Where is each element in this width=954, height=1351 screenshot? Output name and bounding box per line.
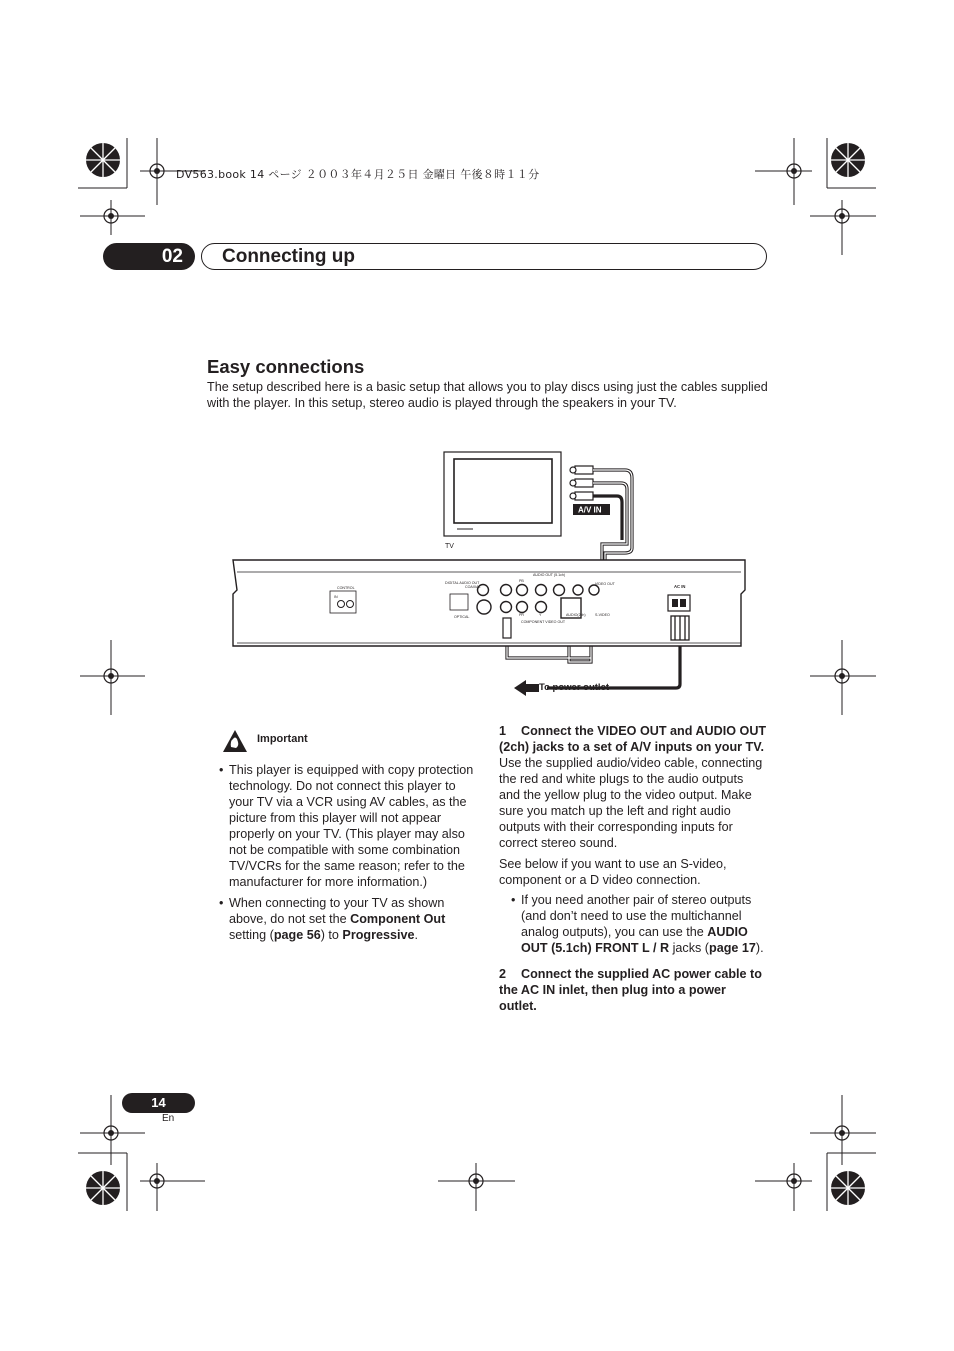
- video-plug: [503, 618, 511, 638]
- svg-text:AC IN: AC IN: [674, 584, 686, 589]
- page-language: En: [162, 1113, 175, 1124]
- warning-icon: [222, 729, 248, 753]
- av-in-label: A/V IN: [578, 505, 602, 515]
- section-title: Easy connections: [207, 356, 365, 377]
- step-1-paragraph-1: Use the supplied audio/video cable, connecting the red and white plugs to the audio outputs and the yellow plug to the video output. Make sure you match up the left and right audio outputs with their corresponding inputs for correct stereo sound.: [499, 756, 763, 850]
- svg-text:Y: Y: [539, 613, 542, 617]
- svg-text:VIDEO OUT: VIDEO OUT: [595, 582, 615, 586]
- svg-text:COMPONENT VIDEO OUT: COMPONENT VIDEO OUT: [521, 620, 566, 624]
- svg-text:PB: PB: [519, 579, 524, 583]
- tv-label: TV: [445, 543, 454, 550]
- svg-text:PR: PR: [519, 613, 524, 617]
- arrow-left-icon: [514, 680, 539, 696]
- ac-plug: [671, 616, 689, 640]
- svg-text:COAXIAL: COAXIAL: [465, 585, 481, 589]
- tv-illustration: [444, 452, 561, 536]
- important-list: [219, 762, 477, 948]
- important-heading: Important: [257, 733, 308, 745]
- svg-text:S-VIDEO: S-VIDEO: [595, 613, 610, 617]
- steps-column: [499, 723, 767, 1014]
- tv-av-plugs: [570, 466, 593, 500]
- step-2-heading: 2 Connect the supplied AC power cable to the AC IN inlet, then plug into a power outlet.: [499, 967, 762, 1013]
- player-rear-panel: [233, 560, 745, 646]
- step-1-paragraph-2: See below if you want to use an S-video, component or a D video connection.: [499, 857, 727, 887]
- step-1-bullet: • If you need another pair of stereo outputs (and don’t need to use the multichannel analog outputs), you can use the AUDIO OUT (5.1ch) FRONT L / R jacks (page 17).: [511, 892, 767, 956]
- svg-text:AUDIO OUT (5.1ch): AUDIO OUT (5.1ch): [533, 573, 566, 577]
- svg-text:IN: IN: [334, 595, 338, 599]
- connection-diagram: [225, 448, 750, 698]
- chapter-number-badge: 02: [103, 243, 195, 270]
- chapter-title: Connecting up: [222, 246, 355, 267]
- power-outlet-label: To power outlet: [539, 682, 610, 693]
- svg-text:CONTROL: CONTROL: [337, 586, 355, 590]
- important-bullet-1: • This player is equipped with copy protection technology. Do not connect this player to your TV via a VCR using AV cables, as the picture from this player will not appear properly on your TV. (This player may also not be compatible with some combination TV/VCRs for the same reason; refer to the manufacturer for more information.): [219, 762, 477, 890]
- svg-text:AUDIO(2ch): AUDIO(2ch): [566, 613, 586, 617]
- step-1-heading: 1 Connect the VIDEO OUT and AUDIO OUT (2ch) jacks to a set of A/V inputs on your TV.: [499, 724, 767, 754]
- page-number-badge: 14: [122, 1093, 195, 1113]
- section-intro: The setup described here is a basic setup that allows you to play discs using just the cables supplied with the player. In this setup, stereo audio is played through the speakers in your TV.: [207, 380, 768, 411]
- svg-text:DIGITAL AUDIO OUT: DIGITAL AUDIO OUT: [445, 581, 480, 585]
- important-bullet-2: • When connecting to your TV as shown above, do not set the Component Out setting (page 56) to Progressive.: [219, 895, 477, 943]
- svg-text:OPTICAL: OPTICAL: [454, 615, 470, 619]
- print-header: DV563.book 14 ページ ２００３年４月２５日 金曜日 午後８時１１分: [176, 168, 540, 181]
